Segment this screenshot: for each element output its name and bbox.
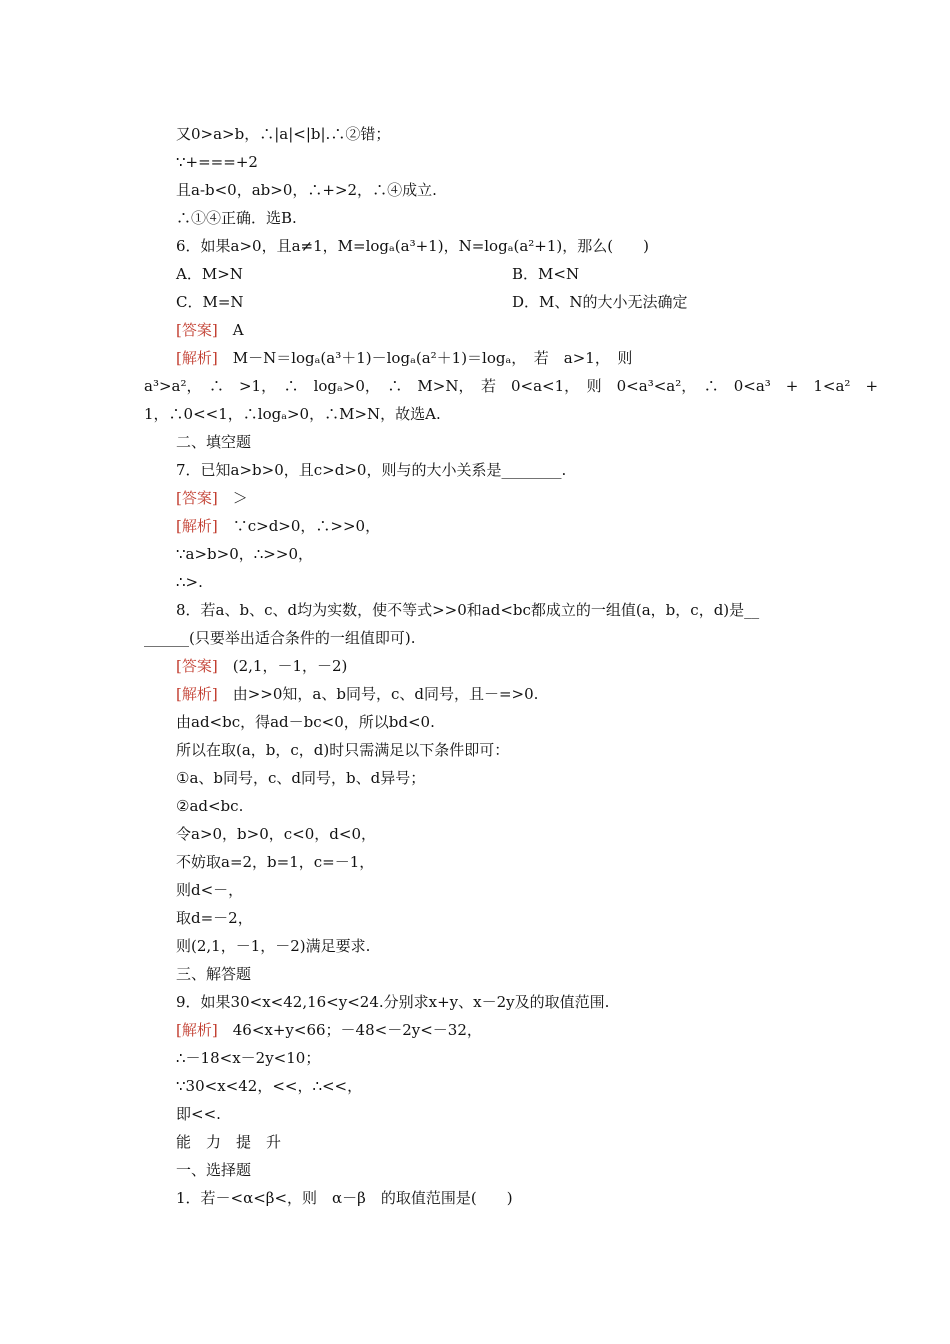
analysis-tag: [解析] xyxy=(176,517,218,535)
question-6: 6．如果a>0，且a≠1，M=logₐ(a³+1)，N=logₐ(a²+1)，那么( ) xyxy=(176,237,649,255)
option-d: D．M、N的大小无法确定 xyxy=(512,293,688,311)
question-7: 7．已知a>b>0，且c>d>0，则与的大小关系是________. xyxy=(176,461,567,479)
text-line: ______(只要举出适合条件的一组值即可). xyxy=(144,629,416,647)
text-line: 且a-b<0，ab>0，∴+>2，∴④成立. xyxy=(176,181,437,199)
text-line: ∵a>b>0，∴>>0， xyxy=(176,545,313,563)
text-line: ∵30<x<42，<<，∴<<， xyxy=(176,1077,363,1095)
text-line: 则d<－， xyxy=(176,881,244,899)
text-line: 不妨取a=2，b=1，c=－1， xyxy=(176,853,375,871)
answer-tag: [答案] xyxy=(176,657,218,675)
question-9: 9．如果30<x<42,16<y<24.分别求x+y、x－2y及的取值范围. xyxy=(176,993,610,1011)
answer-value: (2,1，－1，－2) xyxy=(232,657,348,675)
text-line: ∴>. xyxy=(176,573,203,591)
answer-value: ＞ xyxy=(232,489,248,507)
option-b: B．M<N xyxy=(512,265,580,283)
answer-line xyxy=(176,488,248,508)
text-line: ∴①④正确．选B. xyxy=(176,209,297,227)
text-line: ①a、b同号，c、d同号，b、d异号； xyxy=(176,769,426,787)
answer-line xyxy=(176,656,347,676)
answer-tag: [答案] xyxy=(176,321,218,339)
answer-value: A xyxy=(232,321,244,339)
analysis-text: ∵c>d>0，∴>>0， xyxy=(232,517,381,535)
answer-line xyxy=(176,320,244,340)
text-line: 取d=－2， xyxy=(176,909,253,927)
text-line: ∵+===+2 xyxy=(176,153,258,171)
section-heading: 三、解答题 xyxy=(176,965,252,983)
text-line: 所以在取(a，b，c，d)时只需满足以下条件即可： xyxy=(176,741,510,759)
text-line: ②ad<bc. xyxy=(176,797,244,815)
text-line: 令a>0，b>0，c<0，d<0， xyxy=(176,825,376,843)
section-heading: 一、选择题 xyxy=(176,1161,252,1179)
analysis-tag: [解析] xyxy=(176,349,218,367)
option-a: A．M>N xyxy=(176,265,243,283)
answer-tag: [答案] xyxy=(176,489,218,507)
analysis-line xyxy=(176,348,632,368)
analysis-line xyxy=(176,684,538,704)
text-line: a³>a²， ∴ >1， ∴ logₐ>0， ∴ M>N， 若 0<a<1， 则 0<a³<a²， ∴ 0<a³ + 1<a² + xyxy=(144,377,879,395)
option-c: C．M=N xyxy=(176,293,244,311)
section-heading: 二、填空题 xyxy=(176,433,252,451)
text-line: 则(2,1，－1，－2)满足要求. xyxy=(176,937,371,955)
text-line: 又0>a>b，∴|a|<|b|.∴②错； xyxy=(176,125,391,143)
question-8: 8．若a、b、c、d均为实数，使不等式>>0和ad<bc都成立的一组值(a，b，c，d)是__ xyxy=(176,601,760,619)
analysis-text: 46<x+y<66；－48<－2y<－32， xyxy=(232,1021,482,1039)
question-1: 1．若－<α<β<，则 α－β 的取值范围是( ) xyxy=(176,1189,513,1207)
text-line: 即<<. xyxy=(176,1105,221,1123)
analysis-text: 由>>0知，a、b同号，c、d同号，且－=>0. xyxy=(232,685,539,703)
analysis-text: M－N＝logₐ(a³＋1)－logₐ(a²＋1)＝logₐ， 若 a>1， 则 xyxy=(232,349,633,367)
analysis-tag: [解析] xyxy=(176,1021,218,1039)
text-line: 由ad<bc，得ad－bc<0，所以bd<0. xyxy=(176,713,435,731)
text-line: ∴－18<x－2y<10； xyxy=(176,1049,321,1067)
analysis-line xyxy=(176,1020,482,1040)
analysis-line xyxy=(176,516,380,536)
section-heading: 能 力 提 升 xyxy=(176,1133,282,1151)
analysis-tag: [解析] xyxy=(176,685,218,703)
text-line: 1，∴0<<1，∴logₐ>0，∴M>N，故选A. xyxy=(144,405,441,423)
